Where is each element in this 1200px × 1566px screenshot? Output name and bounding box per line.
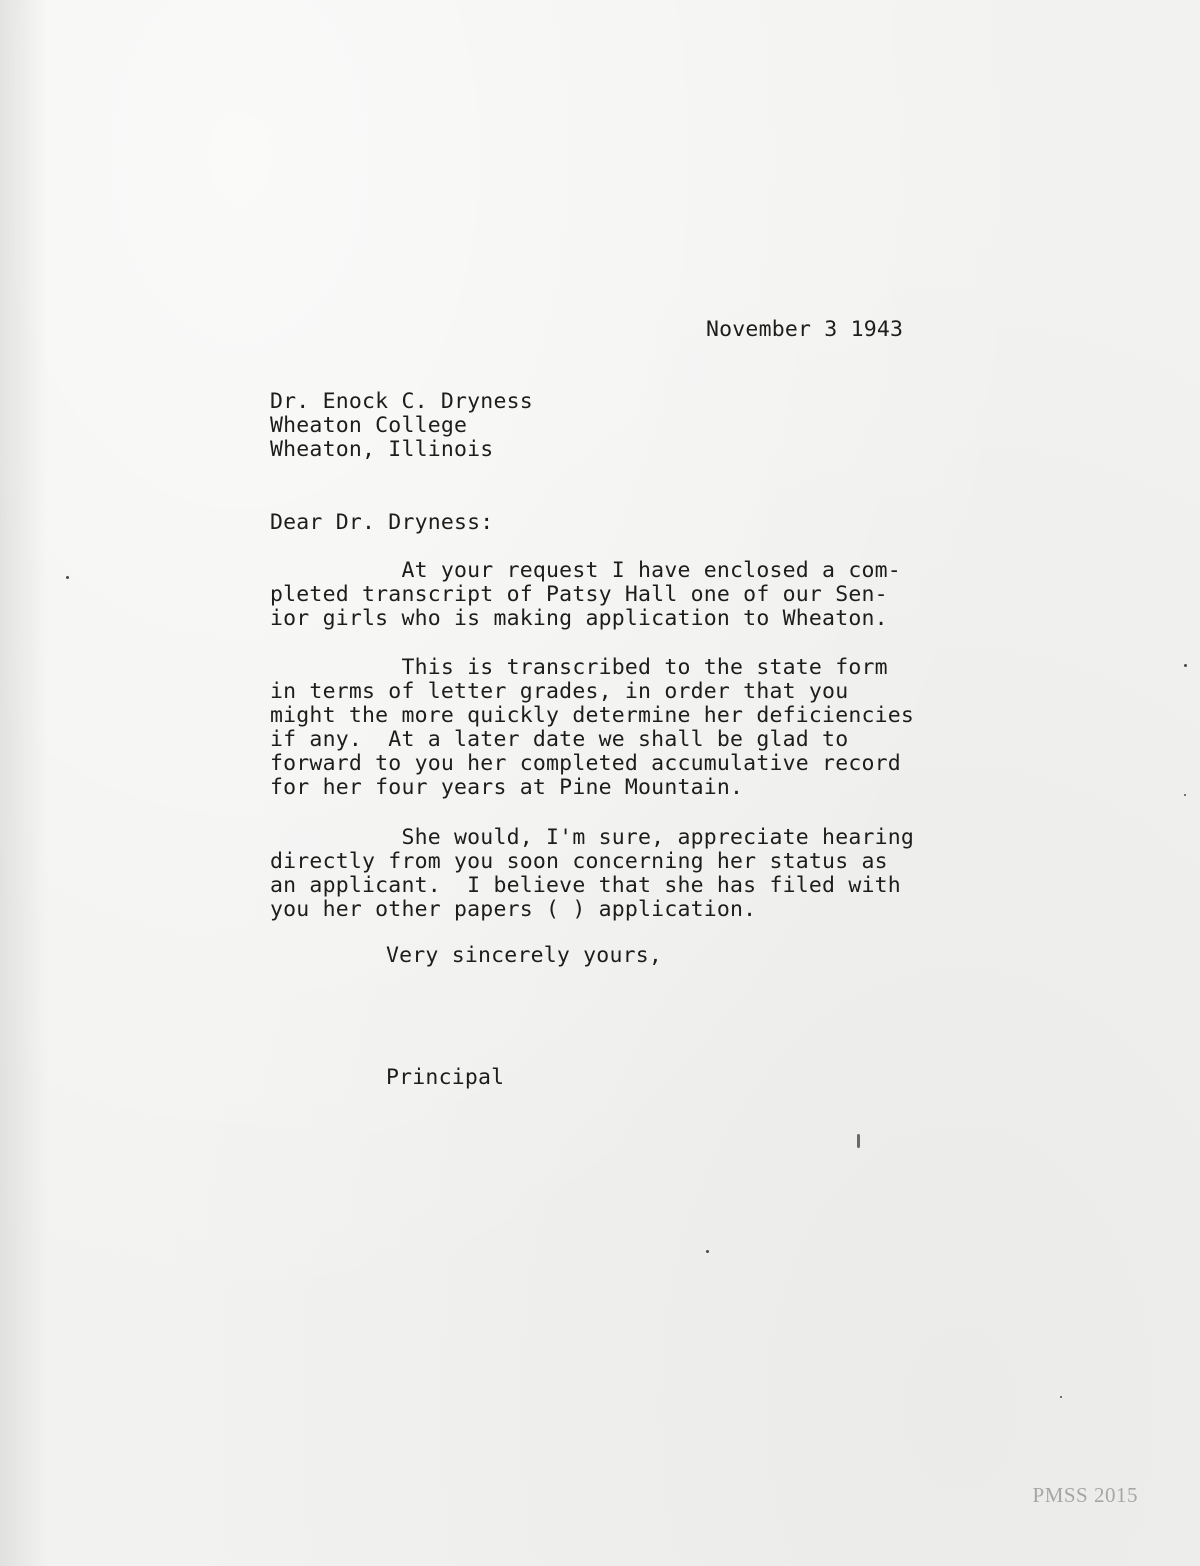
body-paragraph-1: At your request I have enclosed a com- pleted transcript of Patsy Hall one of our Sen- ior girls who is making application to Wheaton. [270, 558, 901, 631]
paper-speck [1184, 794, 1186, 796]
salutation: Dear Dr. Dryness: [270, 510, 494, 535]
body-paragraph-3: She would, I'm sure, appreciate hearing directly from you soon concerning her status as an applicant. I believe that she has filed with you her other papers ( ) application. [270, 825, 915, 922]
archive-watermark: PMSS 2015 [1032, 1483, 1138, 1507]
paper-speck [1060, 1396, 1062, 1398]
paper-speck [706, 1250, 709, 1253]
paper-speck [857, 1134, 860, 1148]
recipient-institution: Wheaton College [270, 413, 468, 438]
recipient-name: Dr. Enock C. Dryness [270, 389, 533, 414]
paper-edge-shadow [0, 0, 48, 1566]
recipient-address [270, 390, 533, 462]
body-paragraph-2: This is transcribed to the state form in terms of letter grades, in order that you might the more quickly determine her deficiencies if any. At a later date we shall be glad to forward to you her completed accumulative record for her four years at Pine Mountain. [270, 655, 915, 800]
closing: Very sincerely yours, [386, 943, 663, 968]
recipient-city: Wheaton, Illinois [270, 437, 494, 462]
paper-speck [1184, 664, 1187, 667]
signature-title: Principal [386, 1065, 505, 1090]
letter-date: November 3 1943 [706, 317, 904, 342]
paper-speck [66, 576, 69, 579]
